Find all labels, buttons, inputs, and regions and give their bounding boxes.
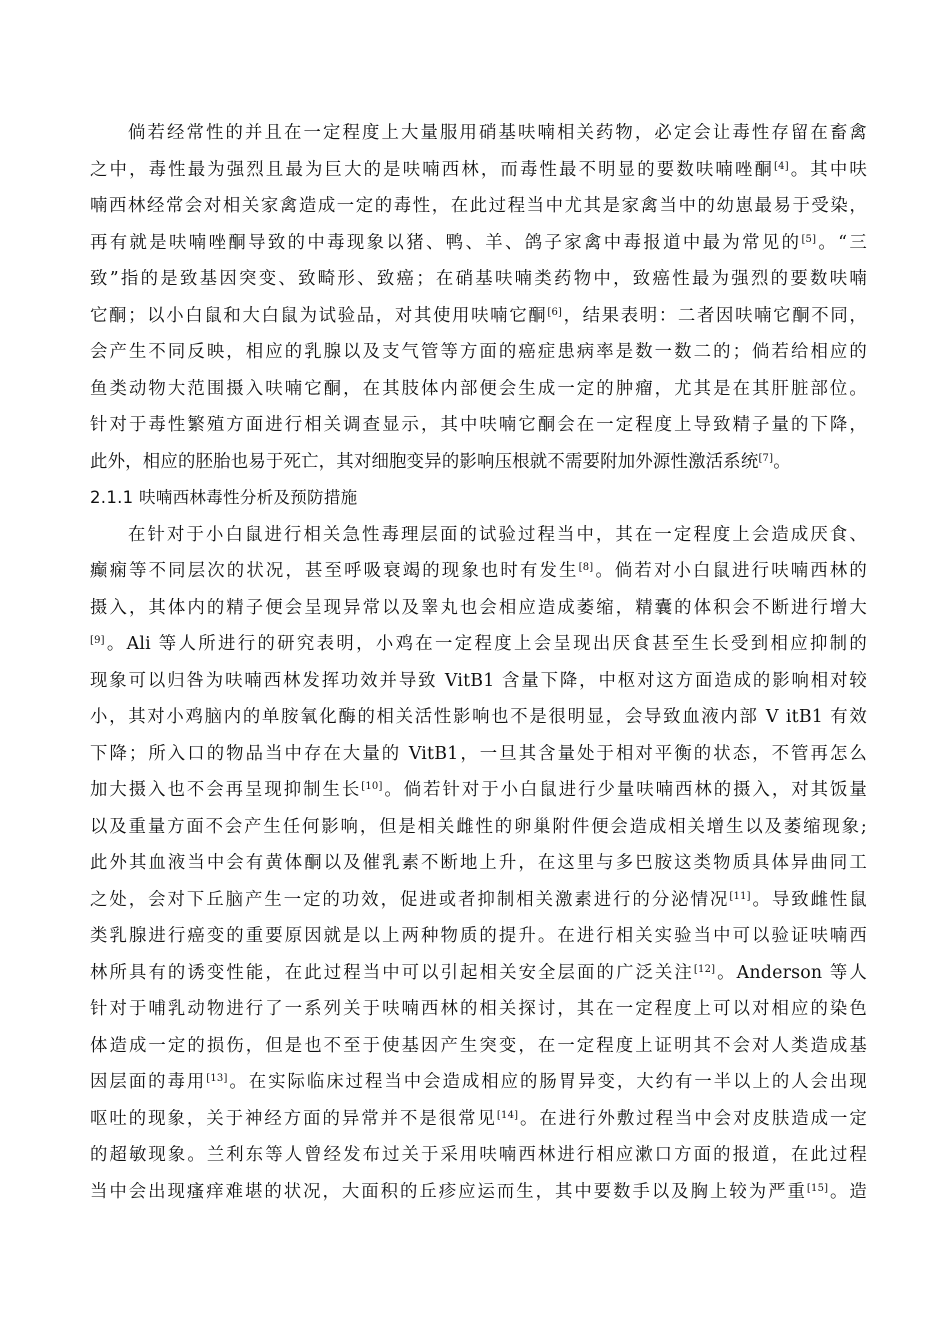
citation-ref: [8] xyxy=(578,562,594,573)
paragraph-line: 摄入，其体内的精子便会呈现异常以及睾丸也会相应造成萎缩，精囊的体积会不断进行增大 xyxy=(90,597,867,618)
citation-ref: [12] xyxy=(693,963,716,975)
paragraph-1 xyxy=(90,115,867,480)
paragraph-line: 的超敏现象。兰利东等人曾经发布过关于采用呋喃西林进行相应漱口方面的报道，在此过程 xyxy=(90,1145,867,1165)
paragraph-line: 此外，相应的胚胎也易于死亡，其对细胞变异的影响压根就不需要附加外源性激活系统[7]。 xyxy=(90,451,791,472)
paragraph-line: 小，其对小鸡脑内的单胺氧化酶的相关活性影响也不是很明显，会导致血液内部 V itB1 有效 xyxy=(90,707,867,727)
paragraph-line: 它酮；以小白鼠和大白鼠为试验品，对其使用呋喃它酮[6]，结果表明：二者因呋喃它酮不同， xyxy=(90,305,867,326)
paragraph-line: 针对于毒性繁殖方面进行相关调查显示，其中呋喃它酮会在一定程度上导致精子量的下降， xyxy=(90,415,867,435)
paragraph-2 xyxy=(90,517,867,1211)
paragraph-line: 会产生不同反映，相应的乳腺以及支气管等方面的癌症患病率是数一数二的；倘若给相应的 xyxy=(90,342,867,362)
paragraph-line: 癫痫等不同层次的状况，甚至呼吸衰竭的现象也时有发生[8]。倘若对小白鼠进行呋喃西林的 xyxy=(90,561,867,581)
paragraph-line: 下降；所入口的物品当中存在大量的 VitB1，一旦其含量处于相对平衡的状态，不管再怎么 xyxy=(90,743,867,764)
citation-ref: [5] xyxy=(801,233,817,245)
citation-ref: [13] xyxy=(206,1073,228,1084)
paragraph-line: 此外其血液当中会有黄体酮以及催乳素不断地上升，在这里与多巴胺这类物质具体异曲同工 xyxy=(90,853,867,873)
paragraph-line: 再有就是呋喃唑酮导致的中毒现象以猪、鸭、羊、鸽子家禽中毒报道中最为常见的[5]。“三 xyxy=(90,232,867,253)
document-page xyxy=(90,115,867,1210)
paragraph-line: 类乳腺进行癌变的重要原因就是以上两种物质的提升。在进行相关实验当中可以验证呋喃西 xyxy=(90,926,867,946)
paragraph-line: 林所具有的诱变性能，在此过程当中可以引起相关安全层面的广泛关注[12]。Anderson 等人 xyxy=(90,962,867,983)
paragraph-line: 倘若经常性的并且在一定程度上大量服用硝基呋喃相关药物，必定会让毒性存留在畜禽 xyxy=(128,123,867,143)
citation-ref: [6] xyxy=(547,306,563,318)
paragraph-line: 之中，毒性最为强烈且最为巨大的是呋喃西林，而毒性最不明显的要数呋喃唑酮[4]。其中呋 xyxy=(90,159,867,180)
paragraph-line: 当中会出现瘙痒难堪的状况，大面积的丘疹应运而生，其中要数手以及胸上较为严重[15]。造 xyxy=(90,1181,868,1202)
paragraph-line: 加大摄入也不会再呈现抑制生长[10]。倘若针对于小白鼠进行少量呋喃西林的摄入，对其饭量 xyxy=(90,780,867,800)
section-heading: 2.1.1 呋喃西林毒性分析及预防措施 xyxy=(90,488,358,507)
citation-ref: [7] xyxy=(758,452,774,464)
citation-ref: [4] xyxy=(774,160,789,172)
paragraph-line: 呕吐的现象，关于神经方面的异常并不是很常见[14]。在进行外敷过程当中会对皮肤造成一定 xyxy=(90,1108,868,1129)
paragraph-line: [9]。Ali 等人所进行的研究表明，小鸡在一定程度上会呈现出厌食甚至生长受到相应抑制的 xyxy=(90,634,867,654)
citation-ref: [14] xyxy=(496,1109,519,1121)
paragraph-line: 体造成一定的损伤，但是也不至于使基因产生突变，在一定程度上证明其不会对人类造成基 xyxy=(90,1035,867,1056)
citation-ref: [10] xyxy=(361,781,383,792)
paragraph-line: 针对于哺乳动物进行了一系列关于呋喃西林的相关探讨，其在一定程度上可以对相应的染色 xyxy=(90,999,867,1019)
paragraph-line: 之处，会对下丘脑产生一定的功效，促进或者抑制相关激素进行的分泌情况[11]。导致雌性鼠 xyxy=(90,889,868,910)
paragraph-line: 以及重量方面不会产生任何影响，但是相关雌性的卵巢附件便会造成相关增生以及萎缩现象; xyxy=(90,816,867,837)
citation-ref: [9] xyxy=(90,635,105,646)
paragraph-line: 现象可以归咎为呋喃西林发挥功效并导致 VitB1 含量下降，中枢对这方面造成的影响相对较 xyxy=(90,670,867,691)
paragraph-line: 喃西林经常会对相关家禽造成一定的毒性，在此过程当中尤其是家禽当中的幼崽最易于受染， xyxy=(90,196,867,216)
citation-ref: [11] xyxy=(729,890,751,902)
citation-ref: [15] xyxy=(806,1182,829,1194)
paragraph-line: 因层面的毒用[13]。在实际临床过程当中会造成相应的肠胃异变，大约有一半以上的人会出现 xyxy=(90,1072,868,1092)
paragraph-line: 鱼类动物大范围摄入呋喃它酮，在其肢体内部便会生成一定的肿瘤，尤其是在其肝脏部位。 xyxy=(90,378,867,399)
paragraph-line: 致”指的是致基因突变、致畸形、致癌；在硝基呋喃类药物中，致癌性最为强烈的要数呋喃 xyxy=(90,269,867,289)
paragraph-line: 在针对于小白鼠进行相关急性毒理层面的试验过程当中，其在一定程度上会造成厌食、 xyxy=(128,524,867,545)
